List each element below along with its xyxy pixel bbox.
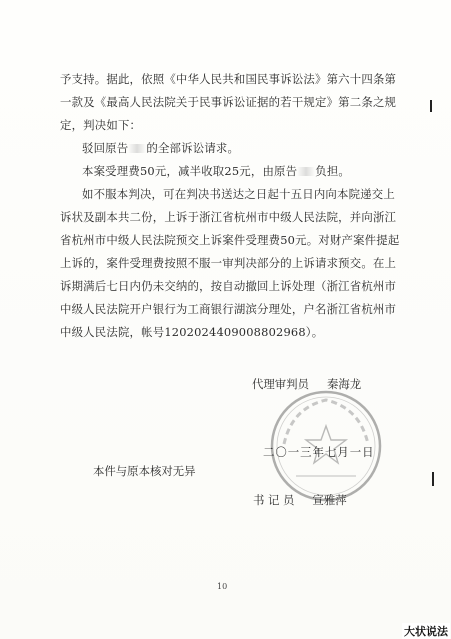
body-line-14: 中级人民法院，帐号1202024409008802968）。 [60, 325, 324, 339]
ruling-line [82, 143, 239, 154]
fee-line [82, 166, 350, 177]
body-line-13: 中级人民法院开户银行为工商银行湖滨分理处，户名浙江省杭州市 [60, 302, 397, 316]
redacted-name [128, 144, 146, 153]
judge-name: 秦海龙 [326, 377, 362, 391]
body-line-10: 省杭州市中级人民法院预交上诉案件受理费50元。对财产案件提起 [60, 233, 400, 247]
page-number: 10 [217, 582, 228, 591]
body-line-9: 诉状及副本共二份，上诉于浙江省杭州市中级人民法院，并向浙江 [60, 210, 397, 224]
body-line-3: 定，判决如下： [60, 118, 142, 132]
ruling-prefix: 驳回原告 [82, 141, 129, 155]
redacted-name-2 [297, 167, 315, 176]
body-line-1: 予支持。据此，依照《中华人民共和国民事诉讼法》第六十四条第 [60, 72, 397, 86]
judge-title: 代理审判员 [252, 377, 309, 391]
clerk-name: 宣雅萍 [312, 493, 347, 507]
watermark-label: 大状说法 [404, 625, 448, 638]
body-line-2: 一款及《最高人民法院关于民事诉讼证据的若干规定》第二条之规 [60, 95, 397, 109]
clerk-title: 书 记 员 [253, 493, 295, 507]
body-line-8: 如不服本判决，可在判决书送达之日起十五日内向本院递交上 [82, 187, 395, 201]
fee-prefix: 本案受理费50元，减半收取25元，由原告 [82, 164, 298, 178]
margin-mark-bottom [432, 472, 434, 486]
ruling-suffix: 的全部诉讼请求。 [146, 141, 240, 155]
body-line-11: 上诉的，案件受理费按照不服一审判决部分的上诉请求预交。在上 [60, 256, 397, 270]
clerk-signature [253, 495, 347, 506]
certification-stamp-text: 本件与原本核对无异 [93, 464, 196, 478]
margin-mark-top [430, 100, 432, 112]
judgment-date: 二〇一三年七月一日 [263, 445, 375, 459]
body-line-12: 诉期满后七日内仍未交纳的，按自动撤回上诉处理（浙江省杭州市 [60, 279, 397, 293]
fee-suffix: 负担。 [315, 164, 351, 178]
